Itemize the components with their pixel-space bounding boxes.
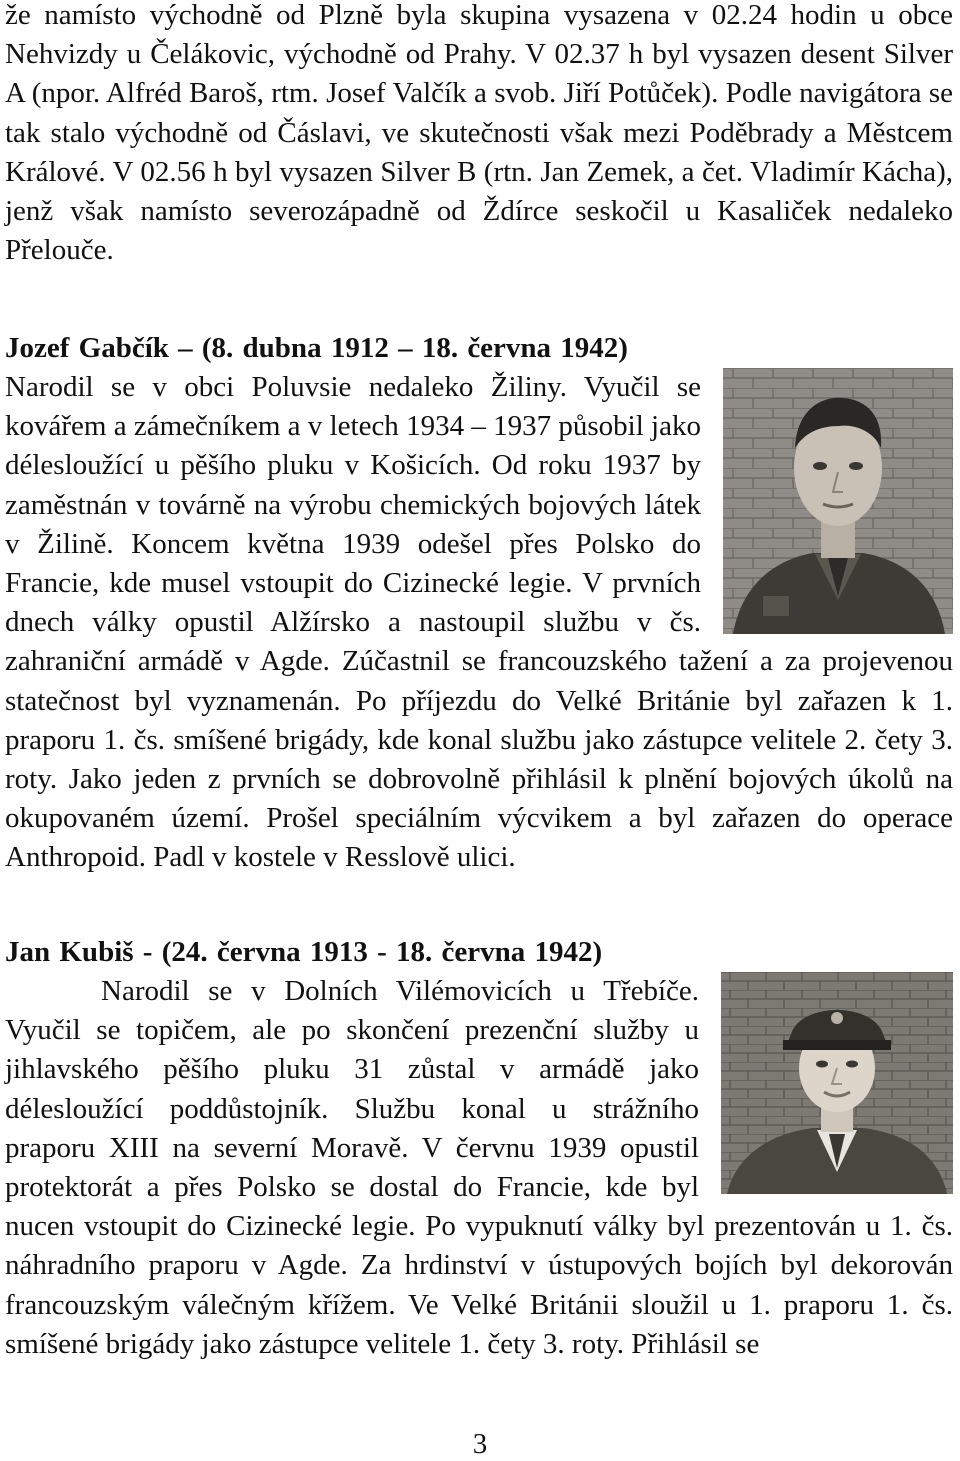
page-number: 3 xyxy=(472,1428,488,1460)
section-body: Narodil se v obci Poluvsie nedaleko Žiliny. Vyučil se kovářem a zámečníkem a v letech 1934 – 1937 působil jako délesloužící u pěšího pluku v Košicích. Od roku 1937 by zaměstnán v továrně na výrobu chemických bojových látek v Žilině. Koncem května 1939 odešel přes Polsko do Francie, kde musel vstoupit do Cizinecké legie. V prvních dnech války opustil Alžírsko a nastoupil službu v čs. zahraniční armádě v Agde. Zúčastnil se francouzského tažení a za projevenou statečnost byl vyznamenán. Po příjezdu do Velké Británie byl zařazen k 1. praporu 1. čs. smíšené brigády, kde konal službu jako zástupce velitele 2. čety 3. roty. Jako jeden z prvních se dobrovolně přihlásil k plnění bojových úkolů na okupovaném území. Prošel speciálním výcvikem a byl zařazen do operace Anthropoid. Padl v kostele v Resslově ulici. xyxy=(5,368,953,878)
gabcik-portrait xyxy=(723,368,953,634)
biography-kubis xyxy=(5,932,953,1364)
intro-paragraph: že namísto východně od Plzně byla skupina vysazena v 02.24 hodin u obce Nehvizdy u Čelákovic, východně od Prahy. V 02.37 h byl vysazen desent Silver A (npor. Alfréd Baroš, rtm. Josef Valčík a svob. Jiří Potůček). Podle navigátora se tak stalo východně od Čáslavi, ve skutečnosti však mezi Poděbrady a Městcem Králové. V 02.56 h byl vysazen Silver B (rtn. Jan Zemek, a čet. Vladimír Kácha), jenž však namísto severozápadně od Ždírce seskočil u Kasaliček nedaleko Přelouče. xyxy=(5,0,953,267)
section-heading: Jan Kubiš - (24. června 1913 - 18. června 1942) xyxy=(5,936,603,968)
biography-gabcik xyxy=(5,328,953,878)
portrait-photo-icon xyxy=(721,972,953,1194)
portrait-photo-icon xyxy=(723,368,953,634)
kubis-portrait xyxy=(721,972,953,1194)
section-body: Narodil se v Dolních Vilémovicích u Třebíče. Vyučil se topičem, ale po skončení prezenční služby u jihlavského pěšího pluku 31 zůstal v armádě jako délesloužící poddůstojník. Službu konal u strážního praporu XIII na severní Moravě. V červnu 1939 opustil protektorát a přes Polsko se dostal do Francie, kde byl nucen vstoupit do Cizinecké legie. Po vypuknutí války byl prezentován u 1. čs. náhradního praporu v Agde. Za hrdinství v ústupových bojích byl dekorován francouzským válečným křížem. Ve Velké Británii sloužil u 1. praporu 1. čs. smíšené brigády jako zástupce velitele 1. čety 3. roty. Přihlásil se xyxy=(5,972,953,1364)
section-heading: Jozef Gabčík – (8. dubna 1912 – 18. června 1942) xyxy=(5,332,628,364)
